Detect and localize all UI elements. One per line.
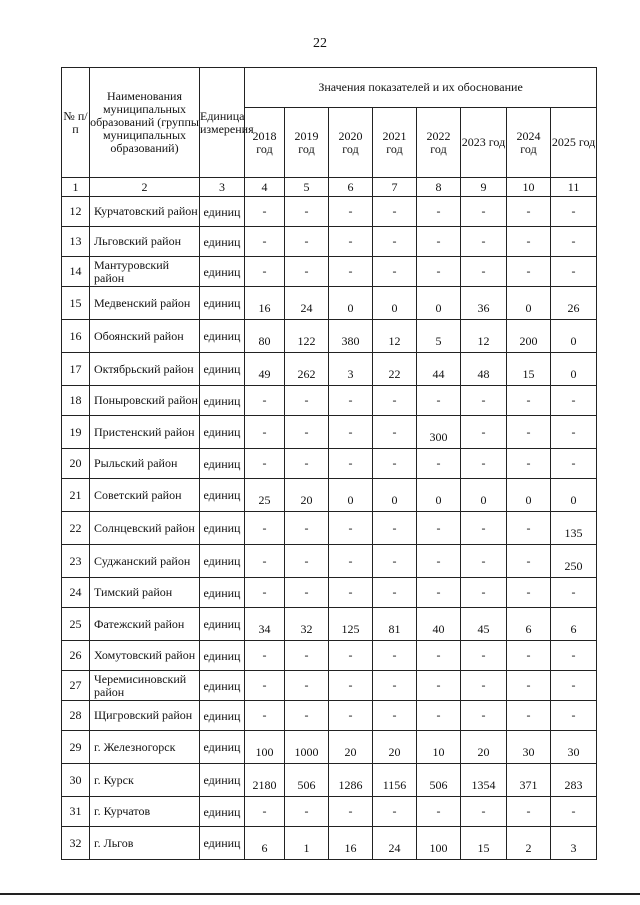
value-cell: - bbox=[245, 197, 285, 227]
unit-cell: единиц bbox=[200, 701, 245, 731]
value-cell: 3 bbox=[329, 353, 373, 386]
value-cell: - bbox=[417, 641, 461, 671]
value-cell: - bbox=[551, 227, 597, 257]
value-cell: 40 bbox=[417, 608, 461, 641]
municipality-name: Солнцевский район bbox=[90, 512, 200, 545]
value-cell: - bbox=[417, 797, 461, 827]
value-cell: - bbox=[329, 449, 373, 479]
value-cell: 0 bbox=[551, 320, 597, 353]
value-cell: 6 bbox=[245, 827, 285, 860]
value-cell: 1286 bbox=[329, 764, 373, 797]
unit-cell: единиц bbox=[200, 197, 245, 227]
unit-cell: единиц bbox=[200, 353, 245, 386]
table-row bbox=[62, 731, 597, 764]
unit-cell: единиц bbox=[200, 797, 245, 827]
column-number: 10 bbox=[507, 178, 551, 197]
row-number: 12 bbox=[62, 197, 90, 227]
municipality-name: Щигровский район bbox=[90, 701, 200, 731]
unit-cell: единиц bbox=[200, 545, 245, 578]
value-cell: - bbox=[507, 386, 551, 416]
value-cell: 506 bbox=[417, 764, 461, 797]
table-row bbox=[62, 578, 597, 608]
municipality-name: Хомутовский район bbox=[90, 641, 200, 671]
value-cell: - bbox=[285, 449, 329, 479]
table-row bbox=[62, 701, 597, 731]
value-cell: - bbox=[329, 197, 373, 227]
unit-cell: единиц bbox=[200, 731, 245, 764]
row-number: 19 bbox=[62, 416, 90, 449]
value-cell: 44 bbox=[417, 353, 461, 386]
unit-cell: единиц bbox=[200, 287, 245, 320]
municipality-name: Медвенский район bbox=[90, 287, 200, 320]
municipality-name: г. Железногорск bbox=[90, 731, 200, 764]
header-year: 2022 год bbox=[417, 108, 461, 178]
value-cell: - bbox=[417, 197, 461, 227]
value-cell: - bbox=[373, 578, 417, 608]
column-number: 9 bbox=[461, 178, 507, 197]
value-cell: 24 bbox=[373, 827, 417, 860]
value-cell: 1000 bbox=[285, 731, 329, 764]
page-number: 22 bbox=[313, 36, 327, 51]
value-cell: - bbox=[329, 416, 373, 449]
row-number: 17 bbox=[62, 353, 90, 386]
value-cell: 26 bbox=[551, 287, 597, 320]
column-number: 8 bbox=[417, 178, 461, 197]
value-cell: - bbox=[551, 671, 597, 701]
value-cell: 20 bbox=[285, 479, 329, 512]
value-cell: - bbox=[373, 197, 417, 227]
table-row bbox=[62, 449, 597, 479]
value-cell: 0 bbox=[373, 479, 417, 512]
value-cell: - bbox=[417, 701, 461, 731]
unit-cell: единиц bbox=[200, 416, 245, 449]
value-cell: - bbox=[245, 545, 285, 578]
unit-cell: единиц bbox=[200, 479, 245, 512]
value-cell: - bbox=[285, 671, 329, 701]
table-row bbox=[62, 608, 597, 641]
value-cell: 250 bbox=[551, 545, 597, 578]
value-cell: 300 bbox=[417, 416, 461, 449]
row-number: 30 bbox=[62, 764, 90, 797]
value-cell: - bbox=[285, 386, 329, 416]
value-cell: - bbox=[373, 416, 417, 449]
row-number: 15 bbox=[62, 287, 90, 320]
value-cell: 506 bbox=[285, 764, 329, 797]
value-cell: - bbox=[373, 641, 417, 671]
table-row bbox=[62, 479, 597, 512]
column-number: 3 bbox=[200, 178, 245, 197]
value-cell: 3 bbox=[551, 827, 597, 860]
table-row bbox=[62, 545, 597, 578]
value-cell: - bbox=[245, 512, 285, 545]
municipality-name: Суджанский район bbox=[90, 545, 200, 578]
row-number: 29 bbox=[62, 731, 90, 764]
table-row bbox=[62, 512, 597, 545]
unit-cell: единиц bbox=[200, 827, 245, 860]
value-cell: 100 bbox=[245, 731, 285, 764]
value-cell: - bbox=[245, 797, 285, 827]
value-cell: 135 bbox=[551, 512, 597, 545]
value-cell: 20 bbox=[329, 731, 373, 764]
value-cell: - bbox=[461, 641, 507, 671]
value-cell: - bbox=[373, 545, 417, 578]
municipality-name: Советский район bbox=[90, 479, 200, 512]
value-cell: 0 bbox=[507, 287, 551, 320]
value-cell: - bbox=[329, 671, 373, 701]
table-row bbox=[62, 416, 597, 449]
value-cell: - bbox=[245, 257, 285, 287]
value-cell: - bbox=[329, 512, 373, 545]
value-cell: 2 bbox=[507, 827, 551, 860]
value-cell: 30 bbox=[507, 731, 551, 764]
value-cell: - bbox=[507, 257, 551, 287]
column-number: 11 bbox=[551, 178, 597, 197]
value-cell: 16 bbox=[329, 827, 373, 860]
value-cell: 0 bbox=[329, 479, 373, 512]
unit-cell: единиц bbox=[200, 386, 245, 416]
value-cell: 15 bbox=[461, 827, 507, 860]
value-cell: - bbox=[245, 641, 285, 671]
column-number: 5 bbox=[285, 178, 329, 197]
table-row bbox=[62, 320, 597, 353]
row-number: 13 bbox=[62, 227, 90, 257]
value-cell: 283 bbox=[551, 764, 597, 797]
municipality-name: Льговский район bbox=[90, 227, 200, 257]
table-row bbox=[62, 386, 597, 416]
unit-cell: единиц bbox=[200, 320, 245, 353]
value-cell: - bbox=[507, 578, 551, 608]
column-number: 6 bbox=[329, 178, 373, 197]
value-cell: - bbox=[507, 641, 551, 671]
value-cell: 6 bbox=[551, 608, 597, 641]
value-cell: 125 bbox=[329, 608, 373, 641]
value-cell: - bbox=[329, 641, 373, 671]
value-cell: 0 bbox=[551, 353, 597, 386]
value-cell: 380 bbox=[329, 320, 373, 353]
value-cell: 48 bbox=[461, 353, 507, 386]
municipality-name: Черемисиновский район bbox=[90, 671, 200, 701]
value-cell: - bbox=[461, 797, 507, 827]
table-row bbox=[62, 257, 597, 287]
unit-cell: единиц bbox=[200, 227, 245, 257]
table-row bbox=[62, 287, 597, 320]
value-cell: - bbox=[245, 701, 285, 731]
municipality-name: Обоянский район bbox=[90, 320, 200, 353]
value-cell: - bbox=[507, 512, 551, 545]
value-cell: - bbox=[551, 386, 597, 416]
unit-cell: единиц bbox=[200, 578, 245, 608]
value-cell: - bbox=[329, 386, 373, 416]
value-cell: - bbox=[417, 227, 461, 257]
row-number: 14 bbox=[62, 257, 90, 287]
municipality-name: г. Курчатов bbox=[90, 797, 200, 827]
value-cell: - bbox=[461, 578, 507, 608]
value-cell: - bbox=[461, 701, 507, 731]
value-cell: - bbox=[551, 578, 597, 608]
value-cell: 1354 bbox=[461, 764, 507, 797]
municipality-name: Пристенский район bbox=[90, 416, 200, 449]
value-cell: 0 bbox=[417, 287, 461, 320]
value-cell: - bbox=[551, 449, 597, 479]
header-year: 2024 год bbox=[507, 108, 551, 178]
value-cell: 34 bbox=[245, 608, 285, 641]
value-cell: 0 bbox=[551, 479, 597, 512]
value-cell: 0 bbox=[507, 479, 551, 512]
value-cell: - bbox=[285, 416, 329, 449]
value-cell: - bbox=[329, 701, 373, 731]
value-cell: - bbox=[461, 386, 507, 416]
unit-cell: единиц bbox=[200, 449, 245, 479]
header-values: Значения показателей и их обоснование bbox=[245, 68, 597, 108]
row-number: 32 bbox=[62, 827, 90, 860]
header-year: 2021 год bbox=[373, 108, 417, 178]
value-cell: 30 bbox=[551, 731, 597, 764]
value-cell: - bbox=[551, 641, 597, 671]
row-number: 23 bbox=[62, 545, 90, 578]
value-cell: - bbox=[285, 227, 329, 257]
value-cell: - bbox=[285, 641, 329, 671]
row-number: 18 bbox=[62, 386, 90, 416]
value-cell: - bbox=[373, 227, 417, 257]
column-number: 2 bbox=[90, 178, 200, 197]
row-number: 16 bbox=[62, 320, 90, 353]
value-cell: - bbox=[285, 578, 329, 608]
value-cell: - bbox=[461, 227, 507, 257]
value-cell: - bbox=[507, 797, 551, 827]
municipality-name: Тимский район bbox=[90, 578, 200, 608]
value-cell: 81 bbox=[373, 608, 417, 641]
header-unit: Единица измерения bbox=[200, 68, 245, 178]
header-year: 2025 год bbox=[551, 108, 597, 178]
value-cell: - bbox=[329, 797, 373, 827]
value-cell: - bbox=[551, 197, 597, 227]
value-cell: 25 bbox=[245, 479, 285, 512]
value-cell: - bbox=[417, 545, 461, 578]
value-cell: - bbox=[551, 257, 597, 287]
value-cell: - bbox=[417, 449, 461, 479]
row-number: 28 bbox=[62, 701, 90, 731]
value-cell: - bbox=[417, 671, 461, 701]
municipality-name: Рыльский район bbox=[90, 449, 200, 479]
value-cell: - bbox=[373, 386, 417, 416]
unit-cell: единиц bbox=[200, 671, 245, 701]
municipality-name: Поныровский район bbox=[90, 386, 200, 416]
value-cell: - bbox=[373, 512, 417, 545]
table-row bbox=[62, 227, 597, 257]
value-cell: - bbox=[417, 512, 461, 545]
unit-cell: единиц bbox=[200, 764, 245, 797]
value-cell: - bbox=[461, 257, 507, 287]
header-year: 2020 год bbox=[329, 108, 373, 178]
value-cell: - bbox=[551, 797, 597, 827]
value-cell: 0 bbox=[329, 287, 373, 320]
value-cell: - bbox=[461, 512, 507, 545]
value-cell: 371 bbox=[507, 764, 551, 797]
value-cell: - bbox=[507, 545, 551, 578]
table-row bbox=[62, 641, 597, 671]
value-cell: - bbox=[373, 257, 417, 287]
value-cell: 262 bbox=[285, 353, 329, 386]
municipality-name: г. Льгов bbox=[90, 827, 200, 860]
value-cell: 20 bbox=[461, 731, 507, 764]
column-number: 4 bbox=[245, 178, 285, 197]
value-cell: - bbox=[461, 545, 507, 578]
value-cell: - bbox=[245, 416, 285, 449]
value-cell: 16 bbox=[245, 287, 285, 320]
value-cell: 100 bbox=[417, 827, 461, 860]
value-cell: - bbox=[373, 449, 417, 479]
value-cell: - bbox=[507, 227, 551, 257]
value-cell: - bbox=[373, 671, 417, 701]
table-row bbox=[62, 827, 597, 860]
value-cell: 6 bbox=[507, 608, 551, 641]
value-cell: - bbox=[551, 701, 597, 731]
row-number: 25 bbox=[62, 608, 90, 641]
value-cell: - bbox=[245, 671, 285, 701]
value-cell: - bbox=[461, 197, 507, 227]
row-number: 26 bbox=[62, 641, 90, 671]
table-row bbox=[62, 797, 597, 827]
unit-cell: единиц bbox=[200, 257, 245, 287]
value-cell: 45 bbox=[461, 608, 507, 641]
unit-cell: единиц bbox=[200, 641, 245, 671]
table-row bbox=[62, 353, 597, 386]
value-cell: - bbox=[285, 197, 329, 227]
value-cell: - bbox=[329, 578, 373, 608]
value-cell: - bbox=[507, 449, 551, 479]
value-cell: 0 bbox=[461, 479, 507, 512]
value-cell: - bbox=[329, 257, 373, 287]
value-cell: 12 bbox=[461, 320, 507, 353]
value-cell: 20 bbox=[373, 731, 417, 764]
value-cell: - bbox=[507, 671, 551, 701]
municipality-name: Курчатовский район bbox=[90, 197, 200, 227]
municipality-name: Мантуровский район bbox=[90, 257, 200, 287]
value-cell: 122 bbox=[285, 320, 329, 353]
value-cell: 36 bbox=[461, 287, 507, 320]
value-cell: - bbox=[373, 701, 417, 731]
value-cell: 1156 bbox=[373, 764, 417, 797]
value-cell: - bbox=[285, 545, 329, 578]
value-cell: 200 bbox=[507, 320, 551, 353]
value-cell: 1 bbox=[285, 827, 329, 860]
table-row bbox=[62, 764, 597, 797]
header-num: № п/п bbox=[62, 68, 90, 178]
value-cell: - bbox=[329, 227, 373, 257]
value-cell: - bbox=[507, 701, 551, 731]
value-cell: - bbox=[329, 545, 373, 578]
value-cell: 49 bbox=[245, 353, 285, 386]
value-cell: - bbox=[417, 257, 461, 287]
value-cell: - bbox=[285, 797, 329, 827]
value-cell: - bbox=[417, 386, 461, 416]
value-cell: - bbox=[245, 449, 285, 479]
value-cell: - bbox=[285, 701, 329, 731]
value-cell: 80 bbox=[245, 320, 285, 353]
value-cell: 22 bbox=[373, 353, 417, 386]
value-cell: 5 bbox=[417, 320, 461, 353]
value-cell: - bbox=[461, 671, 507, 701]
value-cell: - bbox=[461, 416, 507, 449]
value-cell: - bbox=[245, 578, 285, 608]
row-number: 31 bbox=[62, 797, 90, 827]
value-cell: 0 bbox=[417, 479, 461, 512]
value-cell: - bbox=[507, 416, 551, 449]
value-cell: - bbox=[245, 227, 285, 257]
value-cell: - bbox=[373, 797, 417, 827]
row-number: 27 bbox=[62, 671, 90, 701]
row-number: 20 bbox=[62, 449, 90, 479]
value-cell: - bbox=[551, 416, 597, 449]
unit-cell: единиц bbox=[200, 608, 245, 641]
header-name: Наименования муниципальных образований (группы муниципальных образований) bbox=[90, 68, 200, 178]
value-cell: 32 bbox=[285, 608, 329, 641]
value-cell: - bbox=[245, 386, 285, 416]
value-cell: - bbox=[507, 197, 551, 227]
header-year: 2019 год bbox=[285, 108, 329, 178]
municipality-name: Фатежский район bbox=[90, 608, 200, 641]
column-number: 1 bbox=[62, 178, 90, 197]
row-number: 24 bbox=[62, 578, 90, 608]
row-number: 21 bbox=[62, 479, 90, 512]
value-cell: 10 bbox=[417, 731, 461, 764]
header-year: 2018 год bbox=[245, 108, 285, 178]
row-number: 22 bbox=[62, 512, 90, 545]
value-cell: - bbox=[417, 578, 461, 608]
value-cell: 15 bbox=[507, 353, 551, 386]
table-row bbox=[62, 671, 597, 701]
page-bottom-rule bbox=[0, 893, 640, 895]
value-cell: - bbox=[461, 449, 507, 479]
column-number: 7 bbox=[373, 178, 417, 197]
value-cell: 2180 bbox=[245, 764, 285, 797]
table-row bbox=[62, 197, 597, 227]
value-cell: 0 bbox=[373, 287, 417, 320]
indicators-table bbox=[61, 67, 597, 860]
municipality-name: г. Курск bbox=[90, 764, 200, 797]
municipality-name: Октябрьский район bbox=[90, 353, 200, 386]
header-year: 2023 год bbox=[461, 108, 507, 178]
value-cell: 12 bbox=[373, 320, 417, 353]
value-cell: - bbox=[285, 512, 329, 545]
value-cell: 24 bbox=[285, 287, 329, 320]
value-cell: - bbox=[285, 257, 329, 287]
unit-cell: единиц bbox=[200, 512, 245, 545]
